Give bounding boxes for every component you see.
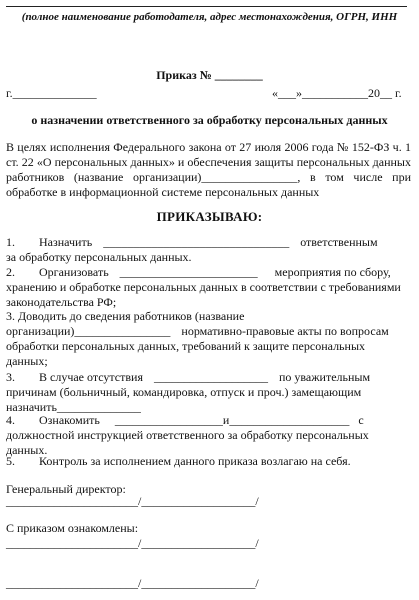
item-text: причинам (больничный, командировка, отпуск и проч.) замещающим [6,385,362,399]
header-top-line [6,6,407,7]
item-number: 4. [6,413,15,427]
decree-heading: ПРИКАЗЫВАЮ: [156,209,263,224]
director-signature-line: ______________________/___________________/ [6,494,259,508]
item-text: должностной инструкцией ответственного за обработку персональных [6,428,369,442]
acquainted-signature-line-2: ______________________/___________________/ [6,576,259,590]
item-text: мероприятия по сбору, [274,265,391,279]
order-item-2 [6,265,411,310]
order-item-3 [6,309,411,369]
item-text: данных; [6,354,48,368]
order-item-4 [6,370,411,415]
item-number: 5. [6,454,15,468]
order-item-1 [6,235,411,265]
item-text: Организовать [39,265,109,279]
item-number: 1. [6,235,15,249]
employer-details-note: (полное наименование работодателя, адрес местонахождения, ОГРН, ИНН [21,11,398,23]
item-text: с [358,413,364,427]
item-text: за обработку персональных данных. [6,250,192,264]
item-text: законодательства РФ; [6,295,117,309]
item-text: данных. [6,443,48,457]
order-subject: о назначении ответственного за обработку персональных данных [31,113,388,127]
item-text: нормативно-правовые акты по вопросам [181,324,389,338]
intro-paragraph: В целях исполнения Федерального закона от 27 июля 2006 года № 152-ФЗ ч. 1 ст. 22 «О персональных данных» и обеспечения защиты персональных данных работников (название организации)________________, в том числе при обработке в информационной системе персональных данных [6,140,411,199]
item-text: Контроль за исполнением данного приказа возлагаю на себя. [39,454,351,468]
blank-line: __________________и____________________ [114,413,350,427]
acquainted-label: С приказом ознакомлены: [6,521,139,535]
item-text: Назначить [39,235,93,249]
item-text: ответственным [300,235,378,249]
item-number: 3. [6,370,15,384]
item-text: назначить______________ [6,400,141,414]
item-number: 2. [6,265,15,279]
order-city-field: г.______________ [6,86,97,100]
item-text: Ознакомить [39,413,100,427]
item-text: организации)________________ [6,324,171,338]
order-date-field: «___»___________20__ г. [272,86,402,100]
blank-line: ___________________ [153,370,268,384]
blank-line: _______________________ [119,265,258,279]
director-label: Генеральный директор: [6,482,126,496]
item-text: 3. Доводить до сведения работников (название [6,309,245,323]
blank-line: _______________________________ [103,235,290,249]
item-text: обработки персональных данных, требований к защите персональных [6,339,366,353]
item-text: хранению и обработке персональных данных в соответствии с требованиями [6,280,401,294]
item-text: по уважительным [278,370,371,384]
item-text: В случае отсутствия [39,370,143,384]
order-item-6 [6,454,411,469]
acquainted-signature-line-1: ______________________/___________________/ [6,536,259,550]
order-item-5 [6,413,411,458]
order-title: Приказ № ________ [156,68,263,82]
